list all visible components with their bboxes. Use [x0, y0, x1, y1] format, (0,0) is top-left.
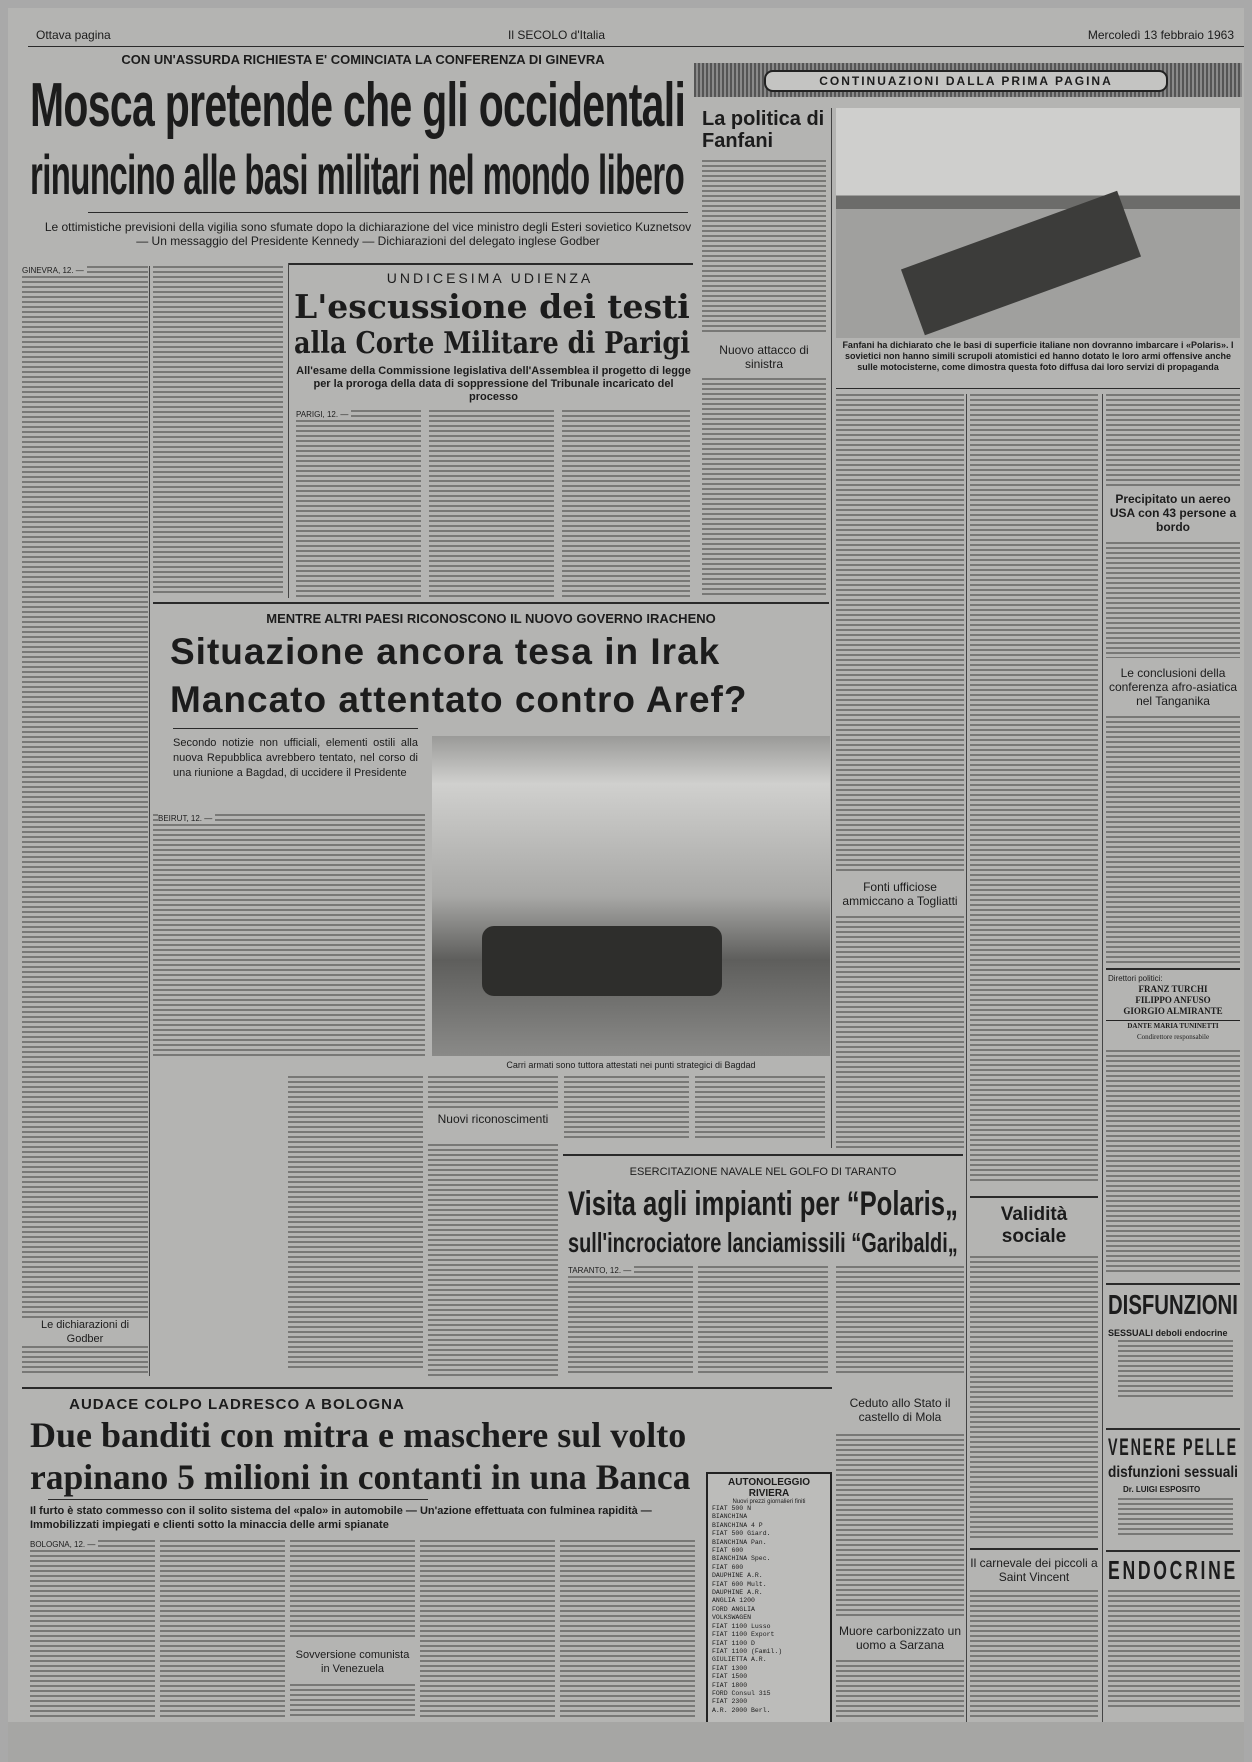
- dateline: BOLOGNA, 12. —: [30, 1540, 98, 1550]
- rule: [836, 388, 1240, 389]
- article-body-text: [428, 1144, 558, 1376]
- article-body-text: [836, 916, 964, 1149]
- irak-headline: [170, 628, 825, 724]
- article-body-text: [1106, 1050, 1240, 1273]
- rule: [563, 1154, 963, 1156]
- autonoleggio-item: FIAT 600 Mult.: [712, 1580, 767, 1588]
- geneva-headline-wrap: [30, 72, 690, 142]
- ad-venere-doctor: Dr. LUIGI ESPOSITO: [1123, 1485, 1201, 1494]
- bologna-headline-wrap: [30, 1414, 695, 1456]
- autonoleggio-item: VOLKSWAGEN: [712, 1614, 752, 1622]
- polaris-headline-2-wrap: [568, 1226, 960, 1260]
- rule: [970, 1196, 1098, 1198]
- paris-headline-line: alla Corte Militare di Parigi: [294, 326, 691, 361]
- paper-name: Il SECOLO d'Italia: [508, 28, 605, 42]
- ad-endocrine-title: ENDOCRINE: [1108, 1555, 1238, 1585]
- geneva-headline: Mosca pretende che gli occidentali: [30, 71, 686, 140]
- ship-photo: [836, 108, 1240, 338]
- director-name: FILIPPO ANFUSO: [1135, 995, 1211, 1005]
- geneva-subhead: Le ottimistiche previsioni della vigilia sono sfumate dopo la dichiarazione del vice ministro degli Esteri sovietico Kuznetsov — Un messaggio del Presidente Kennedy — Dichiarazioni del delegato inglese Godber: [44, 220, 692, 248]
- venezuela-headline: Sovversione comunista in Venezuela: [295, 1649, 410, 1675]
- geneva-headline-2-wrap: [30, 144, 690, 208]
- rule: [970, 1548, 1098, 1550]
- ad-venere-title-wrap: [1108, 1434, 1240, 1462]
- article-body-text: [420, 1540, 555, 1718]
- continuations-banner: [694, 63, 1242, 97]
- article-body-text: [153, 814, 425, 1058]
- director-name: FRANZ TURCHI: [1138, 984, 1208, 994]
- paris-subhead: All'esame della Commissione legislativa dell'Assemblea il progetto di legge per la proroga della data di soppressione del Tribunale incaricato del processo: [296, 365, 691, 403]
- autonoleggio-item: FIAT 1800: [712, 1681, 748, 1689]
- autonoleggio-item: GIULIETTA A.R.: [712, 1656, 767, 1664]
- issue-date: Mercoledì 13 febbraio 1963: [1087, 28, 1234, 42]
- rule: [88, 212, 688, 213]
- bologna-headline: Due banditi con mitra e maschere sul volto: [30, 1415, 687, 1455]
- bologna-headline-2: rapinano 5 milioni in contanti in una Banca: [30, 1457, 691, 1497]
- ad-disfunzioni-title: DISFUNZIONI: [1108, 1289, 1238, 1320]
- column-rule: [288, 263, 289, 598]
- column-rule: [1102, 394, 1103, 1760]
- aereo-headline: Precipitato un aereo USA con 43 persone a bordo: [1109, 492, 1237, 534]
- dateline: PARIGI, 12. —: [296, 410, 351, 420]
- autonoleggio-item: FIAT 1100 (Famil.): [712, 1647, 783, 1655]
- autonoleggio-item: FIAT 500 N: [712, 1505, 752, 1512]
- polaris-headline: Visita agli impianti per “Polaris„: [568, 1185, 958, 1223]
- article-body-text: [160, 1540, 285, 1718]
- column-rule: [966, 394, 967, 1760]
- dateline: TARANTO, 12. —: [568, 1266, 634, 1276]
- fanfani-subhead: Nuovo attacco di sinistra: [719, 343, 809, 371]
- autonoleggio-item: BIANCHINA: [712, 1513, 748, 1521]
- paris-headline: [294, 288, 690, 362]
- autonoleggio-item: A.R. 2000 Berl.: [712, 1706, 771, 1714]
- ship-photo-caption: Fanfani ha dichiarato che le basi di superficie italiane non dovranno imbarcare i «Polaris». I sovietici non hanno simili scrupoli atomistici ed hanno dotato le loro armi offensive anche sulle motocisterne, come dimostra questa foto diffusa dai loro servizi di propaganda: [842, 340, 1234, 372]
- autonoleggio-item: DAUPHINE A.R.: [712, 1589, 763, 1597]
- autonoleggio-item: BIANCHINA Spec.: [712, 1555, 771, 1563]
- validita-headline: Validità sociale: [1000, 1204, 1068, 1247]
- autonoleggio-item: FIAT 1500: [712, 1673, 748, 1681]
- ad-venere-sub-wrap: [1108, 1463, 1240, 1483]
- paris-headline-line: L'escussione dei testi: [294, 287, 690, 326]
- tank-shape: [482, 926, 722, 996]
- article-body-text: [695, 1076, 825, 1141]
- article-body-text: [836, 1434, 964, 1618]
- ad-venere-title: VENERE PELLE: [1108, 1434, 1238, 1461]
- ad-disfunzioni-title-wrap: [1108, 1288, 1240, 1322]
- article-body-text: [836, 394, 964, 874]
- article-body-text: [290, 1684, 415, 1718]
- irak-intro: Secondo notizie non ufficiali, elementi ostili alla nuova Repubblica avrebbero tentato, nel corso di una riunione a Bagdad, di uccidere il Presidente: [173, 737, 418, 779]
- column-rule: [831, 108, 832, 1148]
- polaris-kicker: ESERCITAZIONE NAVALE NEL GOLFO DI TARANTO: [629, 1166, 897, 1178]
- rule: [1106, 968, 1240, 970]
- fanfani-title: La politica di Fanfani: [702, 108, 825, 152]
- masthead-directors: [1106, 984, 1240, 1043]
- autonoleggio-item: FIAT 1300: [712, 1664, 748, 1672]
- article-body-text: [970, 394, 1098, 1184]
- article-body-text: [296, 410, 421, 598]
- autonoleggio-item: FORD Consul 315: [712, 1689, 771, 1697]
- article-body-text: [970, 1256, 1098, 1541]
- geneva-kicker: CON UN'ASSURDA RICHIESTA E' COMINCIATA LA CONFERENZA DI GINEVRA: [121, 52, 605, 67]
- autonoleggio-item: FIAT 1100 D: [712, 1639, 755, 1647]
- ship-shape: [901, 191, 1141, 335]
- dateline: BEIRUT, 12. —: [158, 814, 215, 824]
- autonoleggio-item: BIANCHINA Pan.: [712, 1538, 767, 1546]
- autonoleggio-note: Nuovi prezzi giornalieri finiti: [732, 1499, 806, 1505]
- article-body-text: [562, 410, 690, 598]
- polaris-headline-wrap: [568, 1184, 960, 1224]
- sarzana-headline: Muore carbonizzato un uomo a Sarzana: [838, 1624, 962, 1652]
- autonoleggio-item: FIAT 500 Giard.: [712, 1530, 771, 1538]
- autonoleggio-item: DAUPHINE A.R.: [712, 1572, 763, 1580]
- article-body-text: [560, 1540, 695, 1718]
- irak-headline-line: Situazione ancora tesa in Irak: [170, 631, 721, 672]
- polaris-headline-2: sull'incrociatore lanciamissili “Garibaldi„: [568, 1227, 958, 1258]
- article-body-text: [428, 1076, 558, 1108]
- article-body-text: [153, 266, 283, 596]
- mola-headline: Ceduto allo Stato il castello di Mola: [849, 1396, 951, 1424]
- irak-kicker: MENTRE ALTRI PAESI RICONOSCONO IL NUOVO GOVERNO IRACHENO: [266, 611, 716, 626]
- article-body-text: [290, 1540, 415, 1640]
- autonoleggio-item: FIAT 1100 Export: [712, 1631, 775, 1639]
- article-body-text: [22, 266, 148, 1376]
- autonoleggio-title: AUTONOLEGGIO RIVIERA: [727, 1477, 811, 1499]
- section-label: Ottava pagina: [36, 28, 111, 42]
- article-body-text: [1106, 716, 1240, 963]
- dateline: GINEVRA, 12. —: [22, 266, 87, 276]
- article-body-text: [1106, 542, 1240, 658]
- page-bottom-margin: [8, 1722, 1244, 1762]
- rule: [1106, 1283, 1240, 1285]
- carnevale-headline: Il carnevale dei piccoli a Saint Vincent: [970, 1556, 1098, 1584]
- rule: [173, 728, 418, 729]
- togliatti-subhead: Fonti ufficiose ammiccano a Togliatti: [842, 880, 958, 908]
- masthead-label: Direttori politici:: [1108, 974, 1163, 983]
- paris-kicker: UNDICESIMA UDIENZA: [386, 270, 594, 286]
- article-body-text: [429, 410, 554, 598]
- autonoleggio-item: BIANCHINA 4 P: [712, 1521, 763, 1529]
- article-body-text: [564, 1076, 689, 1141]
- ad-endocrine-title-wrap: [1108, 1555, 1240, 1585]
- article-body-text: [568, 1266, 693, 1376]
- rule: [153, 602, 829, 604]
- bologna-subhead: Il furto è stato commesso con il solito sistema del «palo» in automobile — Un'azione effettuata con fulminea rapidità — Immobilizzati impiegati e clienti sotto la minaccia delle armi spianate: [30, 1505, 652, 1531]
- autonoleggio-item: FIAT 2300: [712, 1698, 748, 1706]
- ad-venere-sub: disfunzioni sessuali: [1108, 1464, 1238, 1481]
- ad-body-text: [1118, 1498, 1233, 1538]
- ad-disfunzioni-sub: SESSUALI deboli endocrine: [1108, 1328, 1228, 1338]
- irak-headline-line: Mancato attentato contro Aref?: [170, 679, 748, 720]
- banner-label: CONTINUAZIONI DALLA PRIMA PAGINA: [764, 70, 1168, 92]
- ad-body-text: [1118, 1340, 1233, 1400]
- autonoleggio-item: FIAT 1100 Lusso: [712, 1622, 771, 1630]
- bologna-kicker: AUDACE COLPO LADRESCO A BOLOGNA: [69, 1396, 405, 1413]
- ad-disfunzioni-sub-wrap: [1108, 1323, 1240, 1338]
- tank-photo: [432, 736, 830, 1056]
- rule: [288, 263, 693, 265]
- godber-subhead: Le dichiarazioni di Godber: [22, 1318, 148, 1346]
- director-name: GIORGIO ALMIRANTE: [1123, 1006, 1223, 1016]
- autonoleggio-ad: [706, 1472, 832, 1724]
- autonoleggio-list: [708, 1505, 830, 1715]
- geneva-headline-2: rinuncino alle basi militari nel mondo libero: [30, 143, 685, 206]
- editor-name: DANTE MARIA TUNINETTI: [1106, 1020, 1240, 1032]
- irak-subsection: Nuovi riconoscimenti: [437, 1112, 549, 1126]
- rule: [1106, 1428, 1240, 1430]
- autonoleggio-item: FIAT 600: [712, 1547, 744, 1555]
- bologna-headline-2-wrap: [30, 1456, 695, 1498]
- article-body-text: [702, 160, 826, 335]
- editor-role: Condirettore responsabile: [1136, 1033, 1210, 1041]
- article-body-text: [698, 1266, 828, 1376]
- autonoleggio-item: FORD ANGLIA: [712, 1605, 755, 1613]
- article-body-text: [30, 1540, 155, 1718]
- newspaper-page: [8, 8, 1244, 1754]
- tank-photo-caption: Carri armati sono tuttora attestati nei punti strategici di Bagdad: [506, 1060, 756, 1070]
- ad-body-text: [1108, 1590, 1240, 1710]
- conferenza-headline: Le conclusioni della conferenza afro-asiatica nel Tanganika: [1108, 666, 1238, 708]
- column-rule: [149, 266, 150, 1376]
- article-body-text: [970, 1590, 1098, 1718]
- article-body-text: [836, 1660, 964, 1718]
- rule: [48, 1499, 428, 1500]
- autonoleggio-item: FIAT 600: [712, 1563, 744, 1571]
- article-body-text: [702, 378, 826, 598]
- header-rule: [28, 46, 1244, 47]
- article-body-text: [288, 1076, 423, 1371]
- rule: [22, 1387, 832, 1389]
- autonoleggio-item: ANGLIA 1200: [712, 1597, 755, 1605]
- article-body-text: [836, 1266, 964, 1376]
- rule: [1106, 1550, 1240, 1552]
- article-body-text: [1106, 394, 1240, 486]
